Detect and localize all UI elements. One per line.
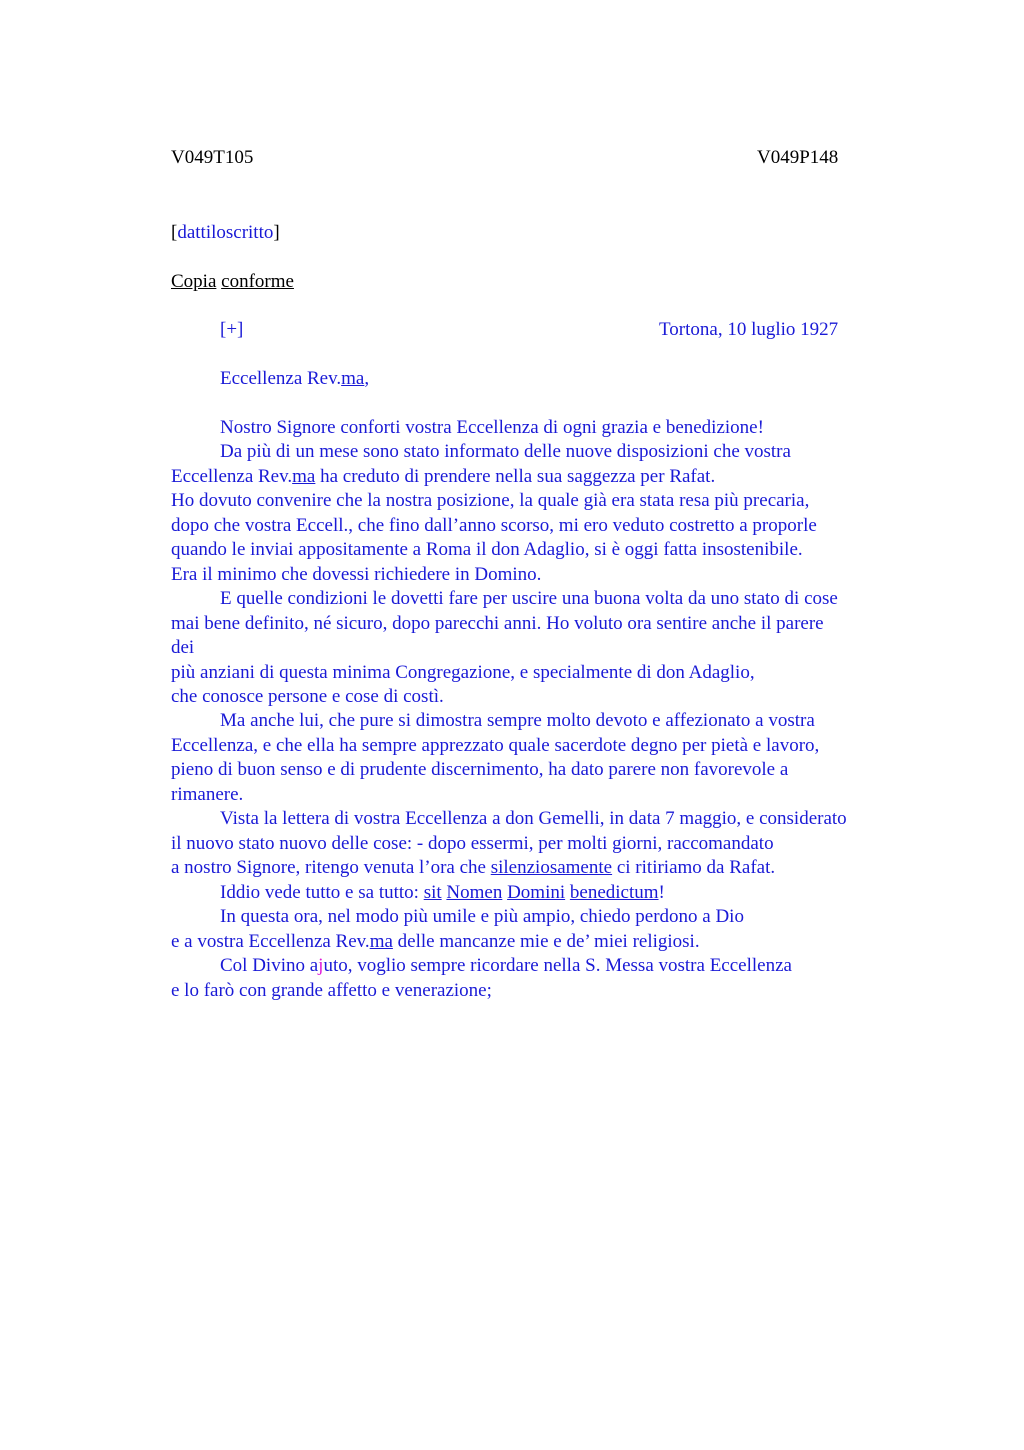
body-line: che conosce persone e cose di costì. [171,686,444,707]
body-line: E quelle condizioni le dovetti fare per uscire una buona volta da uno stato di cose [220,588,838,609]
body-line: Vista la lettera di vostra Eccellenza a don Gemelli, in data 7 maggio, e considerato [220,808,847,829]
body-line: Nostro Signore conforti vostra Eccellenza di ogni grazia e benedizione! [220,417,764,438]
salutation: Eccellenza Rev.ma, [220,368,370,389]
body-line: il nuovo stato nuovo delle cose: - dopo essermi, per molti giorni, raccomandato [171,833,774,854]
underlined-word: Nomen [446,882,503,903]
body-line: quando le inviai appositamente a Roma il don Adaglio, si è oggi fatta insostenibile. [171,539,803,560]
body-line: più anziani di questa minima Congregazione, e specialmente di don Adaglio, [171,662,755,683]
body-line: Iddio vede tutto e sa tutto: sit Nomen Domini benedictum! [220,882,665,903]
copy-note-word2: conforme [221,271,294,292]
body-line: a nostro Signore, ritengo venuta l’ora che silenziosamente ci ritiriamo da Rafat. [171,857,776,878]
body-line: rimanere. [171,784,244,805]
abbr-ma: ma [292,466,316,487]
body-line: e a vostra Eccellenza Rev.ma delle mancanze mie e de’ miei religiosi. [171,931,700,952]
abbr-ma: ma [369,931,393,952]
document-code-right: V049P148 [757,147,839,168]
copy-note [171,270,294,294]
copy-note-word1: Copia [171,271,217,292]
highlighted-letter: j [318,955,324,976]
body-line: mai bene definito, né sicuro, dopo parecchi anni. Ho voluto ora sentire anche il parere [171,613,824,634]
body-line: In questa ora, nel modo più umile e più ampio, chiedo perdono a Dio [220,906,744,927]
body-line: dopo che vostra Eccell., che fino dall’anno scorso, mi ero veduto costretto a proporle [171,515,817,536]
doc-type-note [171,221,280,245]
place-date: Tortona, 10 luglio 1927 [659,319,839,340]
body-line: Ma anche lui, che pure si dimostra sempre molto devoto e affezionato a vostra [220,710,815,731]
doc-type-label: dattiloscritto [177,222,274,243]
abbr-ma: ma [341,368,365,389]
underlined-word: Domini [507,882,566,903]
body-line: Eccellenza Rev.ma ha creduto di prendere nella sua saggezza per Rafat. [171,466,716,487]
bracket-close: ] [273,222,280,243]
document-code-left: V049T105 [171,147,254,168]
body-line: pieno di buon senso e di prudente discernimento, ha dato parere non favorevole a [171,759,789,780]
body-line: dei [171,637,195,658]
bracket-open: [ [171,222,178,243]
body-line: Ho dovuto convenire che la nostra posizione, la quale già era stata resa più precaria, [171,490,810,511]
cross-mark: [+] [220,319,244,340]
underlined-word: silenziosamente [490,857,613,878]
body-line: Col Divino ajuto, voglio sempre ricordare nella S. Messa vostra Eccellenza [220,955,792,976]
body-line: Eccellenza, e che ella ha sempre apprezzato quale sacerdote degno per pietà e lavoro, [171,735,820,756]
underlined-word: sit [423,882,442,903]
body-line: Da più di un mese sono stato informato delle nuove disposizioni che vostra [220,441,791,462]
body-line: e lo farò con grande affetto e venerazione; [171,980,492,1001]
body-line: Era il minimo che dovessi richiedere in Domino. [171,564,542,585]
underlined-word: benedictum [569,882,659,903]
